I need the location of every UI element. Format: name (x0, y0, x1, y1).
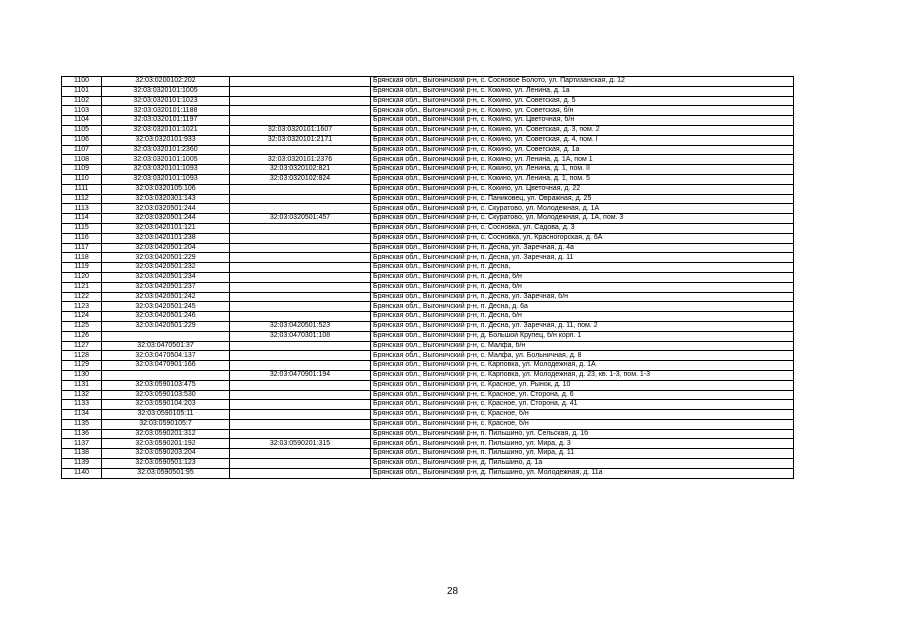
row-number-cell: 1135 (62, 419, 102, 429)
related-cadastral-number-cell (230, 419, 371, 429)
address-cell: Брянская обл., Выгоничский р-н, п. Пильшино, ул. Мира, д. 11 (371, 449, 794, 459)
table-row (62, 243, 794, 253)
related-cadastral-number-cell (230, 263, 371, 273)
related-cadastral-number-cell (230, 302, 371, 312)
related-cadastral-number-cell: 32:03:0320102:824 (230, 174, 371, 184)
row-number-cell: 1140 (62, 468, 102, 478)
related-cadastral-number-cell: 32:03:0320102:821 (230, 165, 371, 175)
table-row (62, 302, 794, 312)
cadastral-number-cell: 32:03:0420501:237 (102, 282, 230, 292)
table-row (62, 125, 794, 135)
cadastral-number-cell: 32:03:0320101:1093 (102, 165, 230, 175)
related-cadastral-number-cell (230, 351, 371, 361)
address-cell: Брянская обл., Выгоничский р-н, с. Карповка, ул. Молодежная, д. 23, кв. 1-3, пом. 1-3 (371, 370, 794, 380)
row-number-cell: 1126 (62, 331, 102, 341)
cadastral-number-cell: 32:03:0320101:1005 (102, 155, 230, 165)
related-cadastral-number-cell (230, 96, 371, 106)
row-number-cell: 1114 (62, 214, 102, 224)
table-row (62, 96, 794, 106)
row-number-cell: 1131 (62, 380, 102, 390)
related-cadastral-number-cell (230, 459, 371, 469)
row-number-cell: 1111 (62, 184, 102, 194)
table-row (62, 174, 794, 184)
cadastral-number-cell: 32:03:0320101:1197 (102, 116, 230, 126)
address-cell: Брянская обл., Выгоничский р-н, д. Большой Крупец, б/н корп. 1 (371, 331, 794, 341)
row-number-cell: 1105 (62, 125, 102, 135)
address-cell: Брянская обл., Выгоничский р-н, с. Малфа, б/н (371, 341, 794, 351)
address-cell: Брянская обл., Выгоничский р-н, с. Сосновка, ул. Садова, д. 3 (371, 223, 794, 233)
table-row (62, 223, 794, 233)
cadastral-number-cell: 32:03:0320101:2360 (102, 145, 230, 155)
table-row (62, 184, 794, 194)
related-cadastral-number-cell (230, 77, 371, 87)
cadastral-number-cell: 32:03:0590501:123 (102, 459, 230, 469)
table-row (62, 116, 794, 126)
cadastral-number-cell: 32:03:0200102:202 (102, 77, 230, 87)
cadastral-number-cell: 32:03:0590105:11 (102, 410, 230, 420)
address-cell: Брянская обл., Выгоничский р-н, с. Красное, б/н (371, 419, 794, 429)
table-row (62, 86, 794, 96)
table-row (62, 282, 794, 292)
row-number-cell: 1124 (62, 312, 102, 322)
cadastral-number-cell: 32:03:0320101:1021 (102, 125, 230, 135)
row-number-cell: 1108 (62, 155, 102, 165)
table-row (62, 233, 794, 243)
related-cadastral-number-cell (230, 449, 371, 459)
page-number: 28 (446, 586, 459, 597)
cadastral-number-cell: 32:03:0320101:1188 (102, 106, 230, 116)
table-row (62, 204, 794, 214)
related-cadastral-number-cell (230, 184, 371, 194)
related-cadastral-number-cell (230, 361, 371, 371)
table-row (62, 351, 794, 361)
cadastral-number-cell: 32:03:0320101:933 (102, 135, 230, 145)
related-cadastral-number-cell (230, 468, 371, 478)
cadastral-number-cell: 32:03:0420501:242 (102, 292, 230, 302)
row-number-cell: 1130 (62, 370, 102, 380)
row-number-cell: 1127 (62, 341, 102, 351)
table-row (62, 135, 794, 145)
address-cell: Брянская обл., Выгоничский р-н, с. Сосновка, ул. Красногорская, д. 6А (371, 233, 794, 243)
related-cadastral-number-cell (230, 312, 371, 322)
address-cell: Брянская обл., Выгоничский р-н, с. Красное, б/н (371, 410, 794, 420)
table-row (62, 390, 794, 400)
cadastral-number-cell: 32:03:0590201:312 (102, 429, 230, 439)
cadastral-number-cell: 32:03:0420501:232 (102, 263, 230, 273)
related-cadastral-number-cell: 32:03:0470901:194 (230, 370, 371, 380)
address-cell: Брянская обл., Выгоничский р-н, с. Малфа, ул. Больничная, д. 8 (371, 351, 794, 361)
table-row (62, 263, 794, 273)
related-cadastral-number-cell (230, 116, 371, 126)
address-cell: Брянская обл., Выгоничский р-н, с. Паниковец, ул. Овражная, д. 25 (371, 194, 794, 204)
related-cadastral-number-cell (230, 194, 371, 204)
row-number-cell: 1128 (62, 351, 102, 361)
table-row (62, 459, 794, 469)
cadastral-number-cell: 32:03:0420501:204 (102, 243, 230, 253)
cadastral-number-cell: 32:03:0420501:246 (102, 312, 230, 322)
table-row (62, 165, 794, 175)
table-row (62, 77, 794, 87)
related-cadastral-number-cell (230, 86, 371, 96)
address-cell: Брянская обл., Выгоничский р-н, п. Десна, б/н (371, 312, 794, 322)
table-row (62, 429, 794, 439)
table-row (62, 361, 794, 371)
row-number-cell: 1101 (62, 86, 102, 96)
table-row (62, 400, 794, 410)
related-cadastral-number-cell: 32:03:0320501:457 (230, 214, 371, 224)
address-cell: Брянская обл., Выгоничский р-н, с. Кокино, ул. Советская, б/н (371, 106, 794, 116)
cadastral-number-cell: 32:03:0590104:203 (102, 400, 230, 410)
address-cell: Брянская обл., Выгоничский р-н, с. Кокино, ул. Советская, д. 5 (371, 96, 794, 106)
cadastral-number-cell: 32:03:0320101:1005 (102, 86, 230, 96)
table-row (62, 331, 794, 341)
row-number-cell: 1110 (62, 174, 102, 184)
cadastral-number-cell: 32:03:0590501:95 (102, 468, 230, 478)
related-cadastral-number-cell (230, 106, 371, 116)
cadastral-number-cell: 32:03:0320301:143 (102, 194, 230, 204)
related-cadastral-number-cell (230, 253, 371, 263)
address-cell: Брянская обл., Выгоничский р-н, п. Пильшино, ул. Мира, д. 3 (371, 439, 794, 449)
address-cell: Брянская обл., Выгоничский р-н, с. Скуратово, ул. Молодежная, д. 1А, пом. 3 (371, 214, 794, 224)
row-number-cell: 1112 (62, 194, 102, 204)
cadastral-number-cell (102, 370, 230, 380)
cadastral-number-cell: 32:03:0590105:7 (102, 419, 230, 429)
related-cadastral-number-cell (230, 272, 371, 282)
address-cell: Брянская обл., Выгоничский р-н, п. Десна, (371, 263, 794, 273)
cadastral-number-cell: 32:03:0470501:37 (102, 341, 230, 351)
address-cell: Брянская обл., Выгоничский р-н, с. Кокино, ул. Цветочная, б/н (371, 116, 794, 126)
table-row (62, 292, 794, 302)
row-number-cell: 1106 (62, 135, 102, 145)
related-cadastral-number-cell: 32:03:0470301:108 (230, 331, 371, 341)
address-cell: Брянская обл., Выгоничский р-н, п. Десна, б/н (371, 272, 794, 282)
table-row (62, 106, 794, 116)
cadastral-number-cell: 32:03:0590103:475 (102, 380, 230, 390)
address-cell: Брянская обл., Выгоничский р-н, с. Кокино, ул. Советская, д. 4, пом. I (371, 135, 794, 145)
related-cadastral-number-cell (230, 380, 371, 390)
cadastral-number-cell: 32:03:0420101:238 (102, 233, 230, 243)
related-cadastral-number-cell: 32:03:0320101:1607 (230, 125, 371, 135)
related-cadastral-number-cell (230, 429, 371, 439)
table-row (62, 410, 794, 420)
row-number-cell: 1100 (62, 77, 102, 87)
related-cadastral-number-cell (230, 145, 371, 155)
row-number-cell: 1138 (62, 449, 102, 459)
row-number-cell: 1107 (62, 145, 102, 155)
related-cadastral-number-cell: 32:03:0320101:2376 (230, 155, 371, 165)
cadastral-number-cell: 32:03:0420501:229 (102, 253, 230, 263)
cadastral-number-cell: 32:03:0470901:166 (102, 361, 230, 371)
address-cell: Брянская обл., Выгоничский р-н, д. Пильшино, ул. Молодежная, д. 11а (371, 468, 794, 478)
address-cell: Брянская обл., Выгоничский р-н, с. Кокино, ул. Ленина, д. 1, пом. II (371, 165, 794, 175)
address-cell: Брянская обл., Выгоничский р-н, с. Кокино, ул. Ленина, д. 1а (371, 86, 794, 96)
row-number-cell: 1137 (62, 439, 102, 449)
row-number-cell: 1139 (62, 459, 102, 469)
cadastral-number-cell: 32:03:0320101:1023 (102, 96, 230, 106)
row-number-cell: 1104 (62, 116, 102, 126)
cadastral-number-cell (102, 331, 230, 341)
table-row (62, 145, 794, 155)
address-cell: Брянская обл., Выгоничский р-н, п. Десна, ул. Заречная, д. 4а (371, 243, 794, 253)
row-number-cell: 1132 (62, 390, 102, 400)
row-number-cell: 1116 (62, 233, 102, 243)
row-number-cell: 1117 (62, 243, 102, 253)
cadastral-number-cell: 32:03:0420101:121 (102, 223, 230, 233)
table-row (62, 439, 794, 449)
related-cadastral-number-cell (230, 204, 371, 214)
row-number-cell: 1119 (62, 263, 102, 273)
row-number-cell: 1122 (62, 292, 102, 302)
property-registry-table (61, 76, 794, 479)
related-cadastral-number-cell (230, 292, 371, 302)
related-cadastral-number-cell (230, 223, 371, 233)
related-cadastral-number-cell (230, 341, 371, 351)
address-cell: Брянская обл., Выгоничский р-н, с. Красное, ул. Сторона, д. 41 (371, 400, 794, 410)
row-number-cell: 1134 (62, 410, 102, 420)
address-cell: Брянская обл., Выгоничский р-н, п. Десна, ул. Заречная, б/н (371, 292, 794, 302)
address-cell: Брянская обл., Выгоничский р-н, п. Десна, ул. Заречная, д. 11 (371, 253, 794, 263)
row-number-cell: 1133 (62, 400, 102, 410)
table-row (62, 468, 794, 478)
row-number-cell: 1129 (62, 361, 102, 371)
row-number-cell: 1118 (62, 253, 102, 263)
related-cadastral-number-cell: 32:03:0320101:2171 (230, 135, 371, 145)
related-cadastral-number-cell: 32:03:0420501:523 (230, 321, 371, 331)
address-cell: Брянская обл., Выгоничский р-н, с. Кокино, ул. Цветочная, д. 22 (371, 184, 794, 194)
row-number-cell: 1102 (62, 96, 102, 106)
table-row (62, 419, 794, 429)
row-number-cell: 1103 (62, 106, 102, 116)
address-cell: Брянская обл., Выгоничский р-н, п. Пильшино, ул. Сельская, д. 1б (371, 429, 794, 439)
address-cell: Брянская обл., Выгоничский р-н, п. Десна, ул. Заречная, д. 11, пом. 2 (371, 321, 794, 331)
cadastral-number-cell: 32:03:0470504:137 (102, 351, 230, 361)
address-cell: Брянская обл., Выгоничский р-н, п. Десна, б/н (371, 282, 794, 292)
cadastral-number-cell: 32:03:0320501:244 (102, 204, 230, 214)
row-number-cell: 1123 (62, 302, 102, 312)
table-row (62, 370, 794, 380)
related-cadastral-number-cell (230, 282, 371, 292)
table-row (62, 321, 794, 331)
address-cell: Брянская обл., Выгоничский р-н, с. Кокино, ул. Ленина, д. 1, пом. 5 (371, 174, 794, 184)
related-cadastral-number-cell (230, 243, 371, 253)
address-cell: Брянская обл., Выгоничский р-н, с. Кокино, ул. Ленина, д. 1А, пом 1 (371, 155, 794, 165)
related-cadastral-number-cell (230, 410, 371, 420)
row-number-cell: 1121 (62, 282, 102, 292)
registry-table-body (62, 77, 794, 479)
cadastral-number-cell: 32:03:0320501:244 (102, 214, 230, 224)
cadastral-number-cell: 32:03:0590203:204 (102, 449, 230, 459)
row-number-cell: 1113 (62, 204, 102, 214)
row-number-cell: 1125 (62, 321, 102, 331)
table-row (62, 380, 794, 390)
address-cell: Брянская обл., Выгоничский р-н, п. Десна, д. 6а (371, 302, 794, 312)
related-cadastral-number-cell (230, 233, 371, 243)
table-row (62, 312, 794, 322)
address-cell: Брянская обл., Выгоничский р-н, с. Кокино, ул. Советская, д. 1а (371, 145, 794, 155)
cadastral-number-cell: 32:03:0420501:234 (102, 272, 230, 282)
row-number-cell: 1109 (62, 165, 102, 175)
address-cell: Брянская обл., Выгоничский р-н, д. Пильшино, д. 1а (371, 459, 794, 469)
table-row (62, 272, 794, 282)
related-cadastral-number-cell (230, 390, 371, 400)
cadastral-number-cell: 32:03:0320101:1093 (102, 174, 230, 184)
row-number-cell: 1120 (62, 272, 102, 282)
table-row (62, 214, 794, 224)
related-cadastral-number-cell (230, 400, 371, 410)
address-cell: Брянская обл., Выгоничский р-н, с. Красное, ул. Рынок, д. 10 (371, 380, 794, 390)
table-row (62, 194, 794, 204)
table-row (62, 449, 794, 459)
table-row (62, 341, 794, 351)
cadastral-number-cell: 32:03:0420501:245 (102, 302, 230, 312)
row-number-cell: 1136 (62, 429, 102, 439)
address-cell: Брянская обл., Выгоничский р-н, с. Сосновое Болото, ул. Партизанская, д. 12 (371, 77, 794, 87)
table-row (62, 253, 794, 263)
related-cadastral-number-cell: 32:03:0590201:315 (230, 439, 371, 449)
cadastral-number-cell: 32:03:0590201:192 (102, 439, 230, 449)
address-cell: Брянская обл., Выгоничский р-н, с. Скуратово, ул. Молодежная, д. 1А (371, 204, 794, 214)
row-number-cell: 1115 (62, 223, 102, 233)
cadastral-number-cell: 32:03:0590103:530 (102, 390, 230, 400)
cadastral-number-cell: 32:03:0320105:106 (102, 184, 230, 194)
address-cell: Брянская обл., Выгоничский р-н, с. Карповка, ул. Молодежная, д. 1А (371, 361, 794, 371)
address-cell: Брянская обл., Выгоничский р-н, с. Красное, ул. Сторона, д. 6 (371, 390, 794, 400)
cadastral-number-cell: 32:03:0420501:229 (102, 321, 230, 331)
table-row (62, 155, 794, 165)
address-cell: Брянская обл., Выгоничский р-н, с. Кокино, ул. Советская, д. 3, пом. 2 (371, 125, 794, 135)
